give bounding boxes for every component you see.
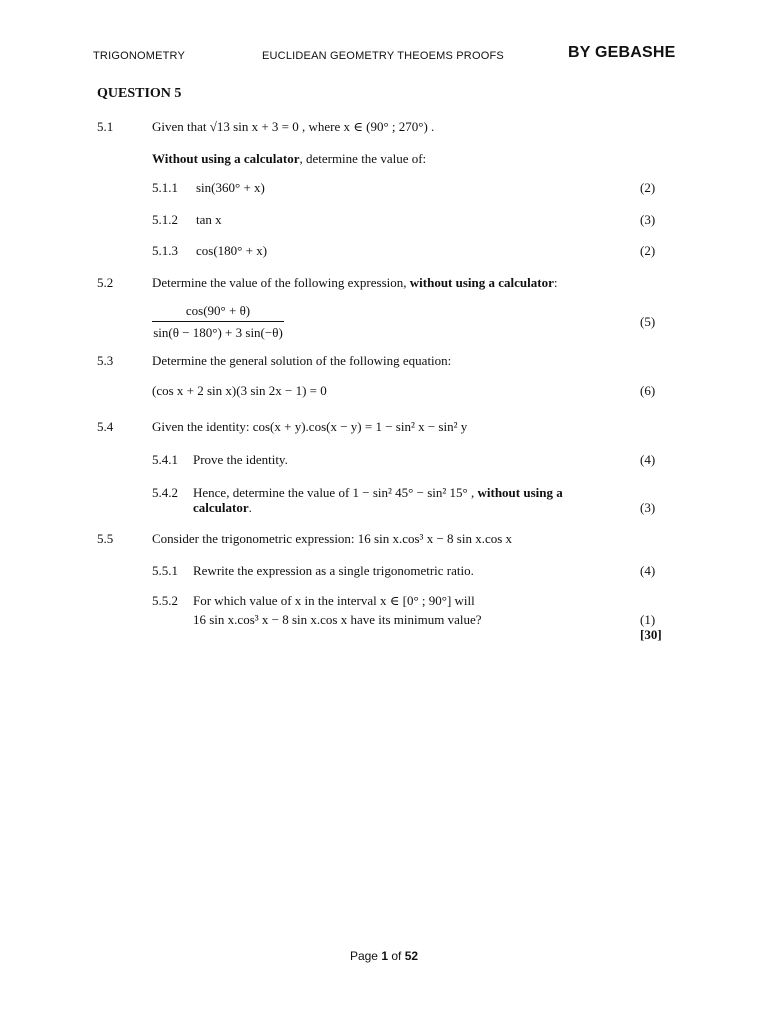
- q5-1-number: 5.1: [97, 119, 114, 134]
- footer-page-total: 52: [404, 949, 419, 963]
- q5-5-2-mark: (1): [640, 612, 656, 627]
- q5-4-2-text-lead: Hence, determine the value of 1 − sin² 45° − sin² 15° ,: [193, 485, 478, 500]
- q5-1-1-number: 5.1.1: [152, 180, 178, 195]
- q5-4-2-text-bold: without using a: [477, 485, 563, 500]
- footer-of-label: of: [391, 949, 402, 963]
- q5-4-1-mark: (4): [640, 452, 656, 467]
- q5-1-3-mark: (2): [640, 243, 656, 258]
- q5-2-text-bold: without using a calculator: [409, 275, 554, 290]
- q5-3-mark: (6): [640, 383, 656, 398]
- q5-1-3-expr: cos(180° + x): [196, 243, 268, 258]
- q5-4-2-number: 5.4.2: [152, 485, 178, 500]
- q5-4-number: 5.4: [97, 419, 114, 434]
- q5-5-1-mark: (4): [640, 563, 656, 578]
- q5-5-2-number: 5.5.2: [152, 593, 178, 608]
- q5-3-number: 5.3: [97, 353, 114, 368]
- q5-2-text-lead: Determine the value of the following expression,: [152, 275, 410, 290]
- q5-4-2-line2-bold: calculator: [193, 500, 249, 515]
- q5-1-1-mark: (2): [640, 180, 656, 195]
- q5-1-instruction-rest: , determine the value of:: [299, 151, 427, 166]
- q5-4-1-number: 5.4.1: [152, 452, 178, 467]
- q5-1-2-expr: tan x: [196, 212, 222, 227]
- q5-2-text: [152, 275, 557, 291]
- q5-5-number: 5.5: [97, 531, 114, 546]
- q5-2-fraction: [152, 303, 284, 341]
- q5-5-1-number: 5.5.1: [152, 563, 178, 578]
- footer-page-number: 1: [381, 949, 388, 963]
- page-footer: [0, 949, 768, 963]
- q5-5-text: Consider the trigonometric expression: 16 sin x.cos³ x − 8 sin x.cos x: [152, 531, 513, 546]
- q5-1-2-number: 5.1.2: [152, 212, 178, 227]
- q5-4-text: Given the identity: cos(x + y).cos(x − y) = 1 − sin² x − sin² y: [152, 419, 468, 434]
- q5-1-2-mark: (3): [640, 212, 656, 227]
- q5-5-2-line2: 16 sin x.cos³ x − 8 sin x.cos x have its minimum value?: [193, 612, 482, 627]
- q5-5-2-line1: For which value of x in the interval x ∈ [0° ; 90°] will: [193, 593, 475, 608]
- q5-3-equation: (cos x + 2 sin x)(3 sin 2x − 1) = 0: [152, 383, 327, 398]
- question-title: QUESTION 5: [97, 86, 182, 101]
- q5-1-instruction: [152, 151, 426, 167]
- q5-1-instruction-bold: Without using a calculator: [152, 151, 300, 166]
- q5-1-3-number: 5.1.3: [152, 243, 178, 258]
- q5-5-1-text: Rewrite the expression as a single trigonometric ratio.: [193, 563, 474, 578]
- q5-2-numerator: cos(90° + θ): [152, 303, 284, 322]
- q5-4-2-mark: (3): [640, 500, 656, 515]
- header-topic: EUCLIDEAN GEOMETRY THEOEMS PROOFS: [262, 50, 504, 62]
- q5-4-2-text: [193, 485, 563, 501]
- q5-2-text-end: :: [553, 275, 558, 290]
- q5-4-1-text: Prove the identity.: [193, 452, 288, 467]
- q5-2-mark: (5): [640, 314, 656, 329]
- q5-1-text: Given that √13 sin x + 3 = 0 , where x ∈ (90° ; 270°) .: [152, 119, 435, 134]
- q5-4-2-line2: [193, 500, 252, 516]
- header-subject: TRIGONOMETRY: [93, 50, 186, 62]
- q5-3-text: Determine the general solution of the following equation:: [152, 353, 452, 368]
- q5-1-1-expr: sin(360° + x): [196, 180, 265, 195]
- question-total: [30]: [640, 627, 662, 642]
- footer-page-label: Page: [349, 949, 378, 963]
- q5-2-number: 5.2: [97, 275, 114, 290]
- q5-2-denominator: sin(θ − 180°) + 3 sin(−θ): [153, 325, 283, 340]
- q5-4-2-line2-end: .: [248, 500, 252, 515]
- header-author: BY GEBASHE: [568, 44, 676, 61]
